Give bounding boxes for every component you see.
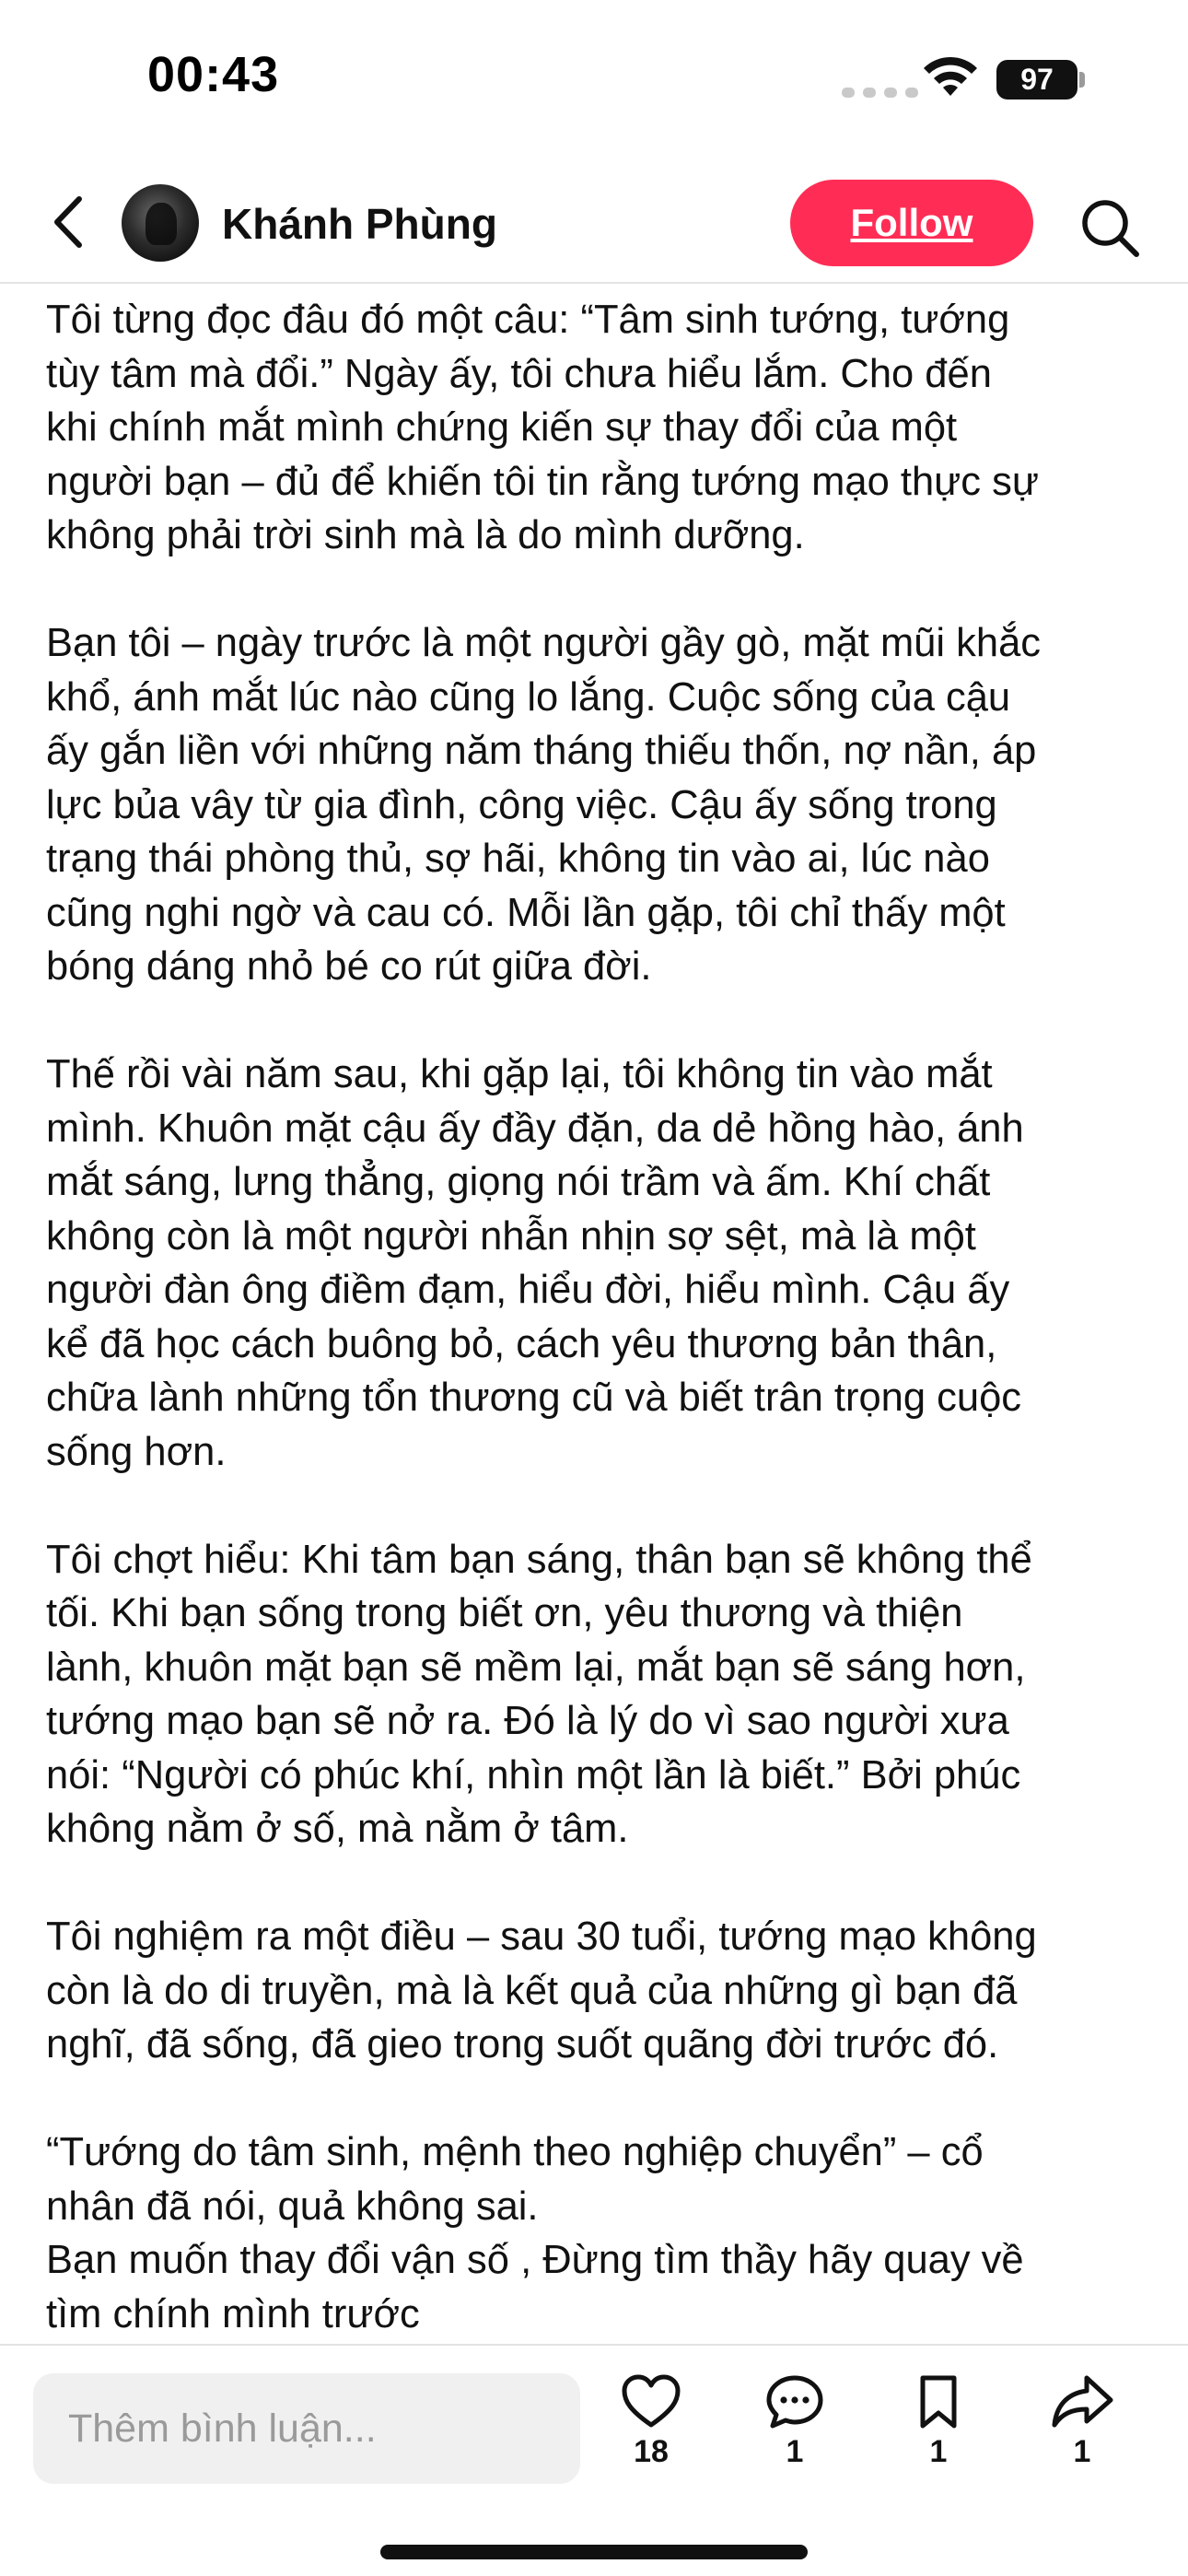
share-count: 1 (1073, 2434, 1091, 2469)
comment-button[interactable] (744, 2373, 845, 2484)
share-arrow-icon (1050, 2373, 1114, 2430)
battery-tip (1079, 72, 1085, 88)
like-button[interactable] (600, 2373, 702, 2484)
save-button[interactable] (888, 2373, 989, 2484)
wifi-icon (921, 53, 980, 100)
back-chevron-icon[interactable] (46, 193, 92, 251)
battery-icon: 97 (996, 60, 1077, 100)
save-count: 1 (929, 2434, 948, 2469)
comment-count: 1 (786, 2434, 804, 2469)
status-bar (0, 0, 1188, 157)
author-name[interactable]: Khánh Phùng (222, 200, 497, 248)
bookmark-icon (908, 2373, 969, 2430)
like-count: 18 (634, 2434, 669, 2469)
cellular-signal-icon (842, 88, 918, 98)
bottom-action-bar (0, 2344, 1188, 2576)
status-time: 00:43 (147, 47, 280, 102)
home-indicator[interactable] (380, 2545, 808, 2559)
comment-input[interactable] (33, 2373, 580, 2484)
follow-button[interactable]: Follow (790, 180, 1033, 266)
heart-icon (621, 2373, 681, 2430)
post-header (0, 157, 1188, 284)
search-icon[interactable] (1077, 195, 1142, 260)
post-body-text: Tôi từng đọc đâu đó một câu: “Tâm sinh tướng, tướng tùy tâm mà đổi.” Ngày ấy, tôi chưa hiểu lắm. Cho đến khi chính mắt mình chứng kiến sự thay đổi của một người bạn – đủ để khiến tôi tin rằng tướng mạo thực sự không phải trời sinh mà là do mình dưỡng. Bạn tôi – ngày trước là một người gầy gò, mặt mũi khắc khổ, ánh mắt lúc nào cũng lo lắng. Cuộc sống của cậu ấy gắn liền với những năm tháng thiếu thốn, nợ nần, áp lực bủa vây từ gia đình, công việc. Cậu ấy sống trong trạng thái phòng thủ, sợ hãi, không tin vào ai, lúc nào cũng nghi ngờ và cau có. Mỗi lần gặp, tôi chỉ thấy một bóng dáng nhỏ bé co rút giữa đời. Thế rồi vài năm sau, khi gặp lại, tôi không tin vào mắt mình. Khuôn mặt cậu ấy đầy đặn, da dẻ hồng hào, ánh mắt sáng, lưng thẳng, giọng nói trầm và ấm. Khí chất không còn là một người nhẫn nhịn sợ sệt, mà là một người đàn ông điềm đạm, hiểu đời, hiểu mình. Cậu ấy kể đã học cách buông bỏ, cách yêu thương bản thân, chữa lành những tổn thương cũ và biết trân trọng cuộc sống hơn. Tôi chợt hiểu: Khi tâm bạn sáng, thân bạn sẽ không thể tối. Khi bạn sống trong biết ơn, yêu thương và thiện lành, khuôn mặt bạn sẽ mềm lại, mắt bạn sẽ sáng hơn, tướng mạo bạn sẽ nở ra. Đó là lý do vì sao người xưa nói: “Người có phúc khí, nhìn một lần là biết.” Bởi phúc không nằm ở số, mà nằm ở tâm. Tôi nghiệm ra một điều – sau 30 tuổi, tướng mạo không còn là do di truyền, mà là kết quả của những gì bạn đã nghĩ, đã sống, đã gieo trong suốt quãng đời trước đó. “Tướng do tâm sinh, mệnh theo nghiệp chuyển” – cổ nhân đã nói, quả không sai. Bạn muốn thay đổi vận số , Đừng tìm thầy hãy quay về tìm chính mình trước (46, 298, 1042, 2336)
speech-bubble-icon (764, 2373, 825, 2430)
avatar[interactable] (122, 184, 199, 262)
share-button[interactable] (1031, 2373, 1133, 2484)
